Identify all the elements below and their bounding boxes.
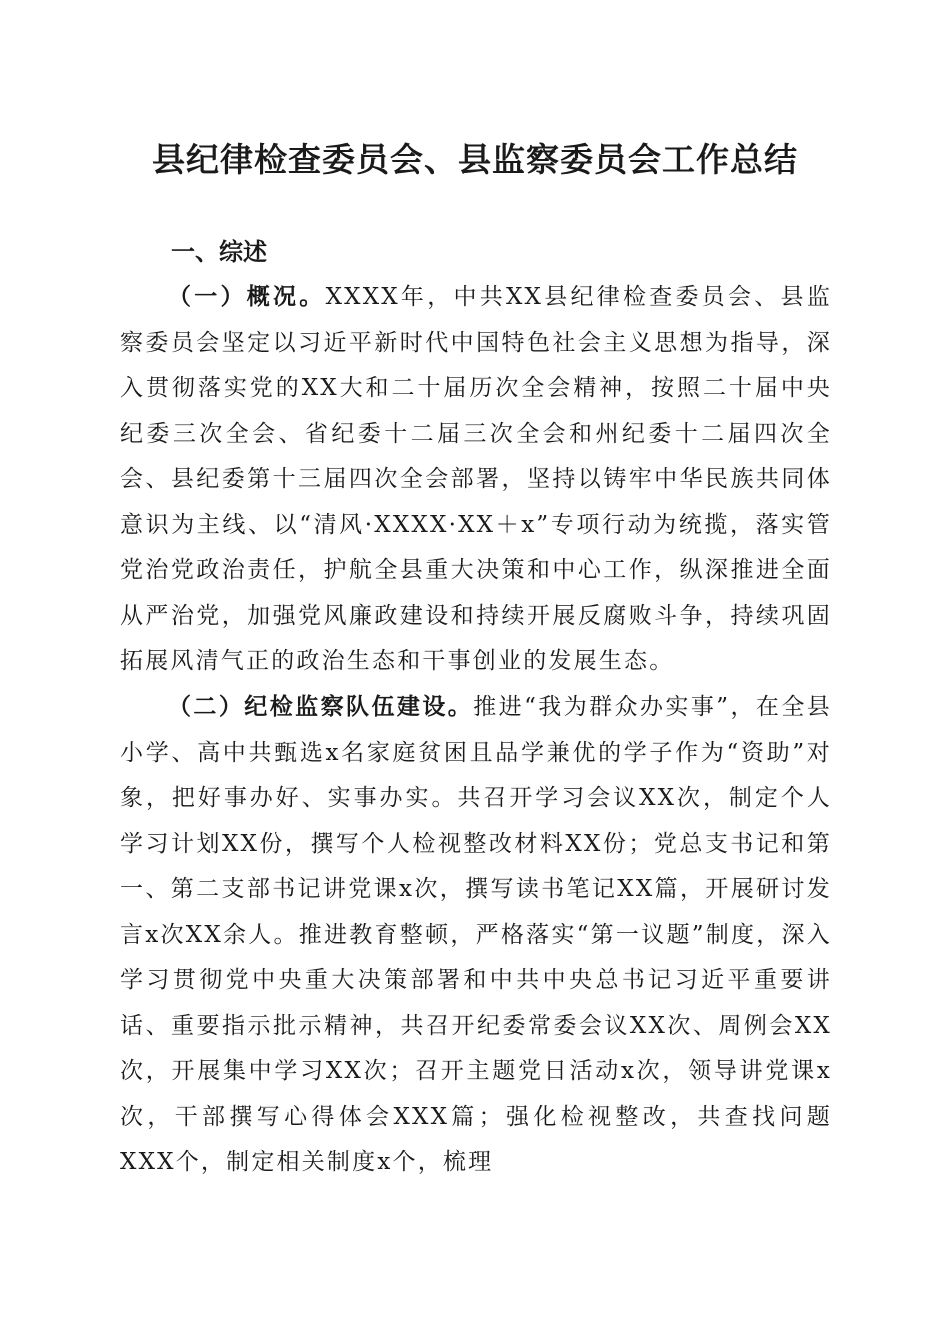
paragraph-overview-lead: （一）概况。: [168, 284, 326, 310]
paragraph-team-building-lead: （二）纪检监察队伍建设。: [168, 694, 474, 720]
paragraph-team-building-text: 推进“我为群众办实事”，在全县小学、高中共甄选x名家庭贫困且品学兼优的学子作为“资助”对象，把好事办好、实事办实。共召开学习会议XX次，制定个人学习计划XX份，撰写个人检视整改材料XX份；党总支书记和第一、第二支部书记讲党课x次，撰写读书笔记XX篇，开展研讨发言x次XX余人。推进教育整顿，严格落实“第一议题”制度，深入学习贯彻党中央重大决策部署和中共中央总书记习近平重要讲话、重要指示批示精神，共召开纪委常委会议XX次、周例会XX次，开展集中学习XX次；召开主题党日活动x次，领导讲党课x次，干部撰写心得体会XXX篇；强化检视整改，共查找问题XXX个，制定相关制度x个，梳理: [120, 694, 832, 1175]
document-title: 县纪律检查委员会、县监察委员会工作总结: [152, 140, 798, 179]
paragraph-overview: [120, 275, 832, 685]
section-heading-overview: 一、综述: [171, 238, 267, 266]
paragraph-team-building: [120, 685, 832, 1186]
paragraph-overview-text: XXXX年，中共XX县纪律检查委员会、县监察委员会坚定以习近平新时代中国特色社会主义思想为指导，深入贯彻落实党的XX大和二十届历次全会精神，按照二十届中央纪委三次全会、省纪委十二届三次全会和州纪委十二届四次全会、县纪委第十三届四次全会部署，坚持以铸牢中华民族共同体意识为主线、以“清风·XXXX·XX＋x”专项行动为统揽，落实管党治党政治责任，护航全县重大决策和中心工作，纵深推进全面从严治党，加强党风廉政建设和持续开展反腐败斗争，持续巩固拓展风清气正的政治生态和干事创业的发展生态。: [120, 284, 832, 674]
